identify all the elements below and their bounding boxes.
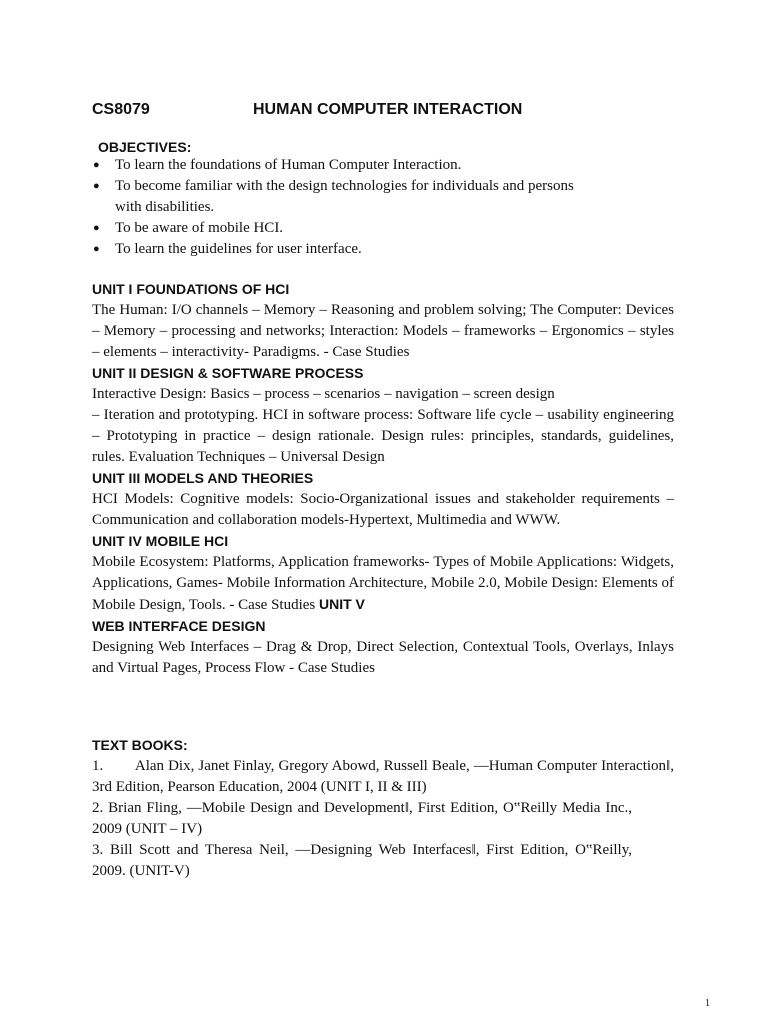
unit-2-heading: UNIT II DESIGN & SOFTWARE PROCESS [92, 365, 364, 381]
bullet-icon: ● [93, 159, 100, 171]
objectives-heading: OBJECTIVES: [98, 139, 192, 155]
textbooks-heading-text: TEXT BOOKS [92, 737, 184, 753]
unit-5-heading-part2: WEB INTERFACE DESIGN [92, 618, 266, 634]
objective-item [92, 176, 674, 218]
course-code: CS8079 [92, 101, 150, 118]
unit-1-body: The Human: I/O channels – Memory – Reasoning and problem solving; The Computer: Devices – Memory – processing and networks; Interaction: Models – frameworks – Ergonomics – styles – elements – interactivity- Paradigms. - Case Studies [92, 302, 674, 360]
title-row [92, 101, 674, 123]
objective-text: To learn the guidelines for user interface. [115, 241, 362, 257]
textbooks-heading-colon: : [183, 737, 188, 753]
bullet-icon: ● [93, 243, 100, 255]
unit-4-body-text: Mobile Ecosystem: Platforms, Application frameworks- Types of Mobile Applications: Widgets, Applications, Games- Mobile Information Architecture, Mobile 2.0, Mobile Design: Elements of Mobile Design, Tools. - Case Studies [92, 554, 674, 613]
unit-2-body: – Iteration and prototyping. HCI in software process: Software life cycle – usability engineering – Prototyping in practice – design rationale. Design rules: principles, standards, guidelines, rules. Evaluation Techniques – Universal Design [92, 407, 674, 465]
textbook-item: 3. Bill Scott and Theresa Neil, ―Designing Web Interfaces‖, First Edition, O‟Reilly, 2009. (UNIT-V) [92, 842, 632, 879]
unit-5-heading-part1: UNIT V [319, 596, 365, 612]
page-number: 1 [705, 998, 710, 1009]
bullet-icon: ● [93, 180, 100, 192]
unit-1-heading: UNIT I FOUNDATIONS OF HCI [92, 281, 290, 297]
textbook-item: 2. Brian Fling, ―Mobile Design and Development‖, First Edition, O‟Reilly Media Inc., 2009 (UNIT – IV) [92, 800, 632, 837]
textbook-item: 1. Alan Dix, Janet Finlay, Gregory Abowd, Russell Beale, ―Human Computer Interaction‖, 3rd Edition, Pearson Education, 2004 (UNIT I, II & III) [92, 758, 678, 795]
bullet-icon: ● [93, 222, 100, 234]
objective-text: To learn the foundations of Human Computer Interaction. [115, 157, 462, 173]
course-title: HUMAN COMPUTER INTERACTION [253, 101, 523, 118]
textbooks-section [92, 735, 678, 882]
unit-4-body [92, 552, 674, 616]
unit-2-body-line1: Interactive Design: Basics – process – scenarios – navigation – screen design [92, 386, 555, 402]
unit-5-body: Designing Web Interfaces – Drag & Drop, Direct Selection, Contextual Tools, Overlays, Inlays and Virtual Pages, Process Flow - Case Studies [92, 639, 674, 676]
objectives-list [92, 155, 674, 260]
objective-item [92, 239, 674, 260]
unit-4-heading: UNIT IV MOBILE HCI [92, 533, 229, 549]
objective-item [92, 155, 674, 176]
objective-text: To become familiar with the design technologies for individuals and persons with disabilities. [115, 178, 574, 215]
unit-3-heading: UNIT III MODELS AND THEORIES [92, 470, 314, 486]
objective-item [92, 218, 674, 239]
textbooks-heading [92, 735, 674, 756]
units-section [92, 279, 674, 679]
objective-text: To be aware of mobile HCI. [115, 220, 284, 236]
unit-3-body: HCI Models: Cognitive models: Socio-Organizational issues and stakeholder requirements –Communication and collaboration models-Hypertext, Multimedia and WWW. [92, 491, 674, 528]
